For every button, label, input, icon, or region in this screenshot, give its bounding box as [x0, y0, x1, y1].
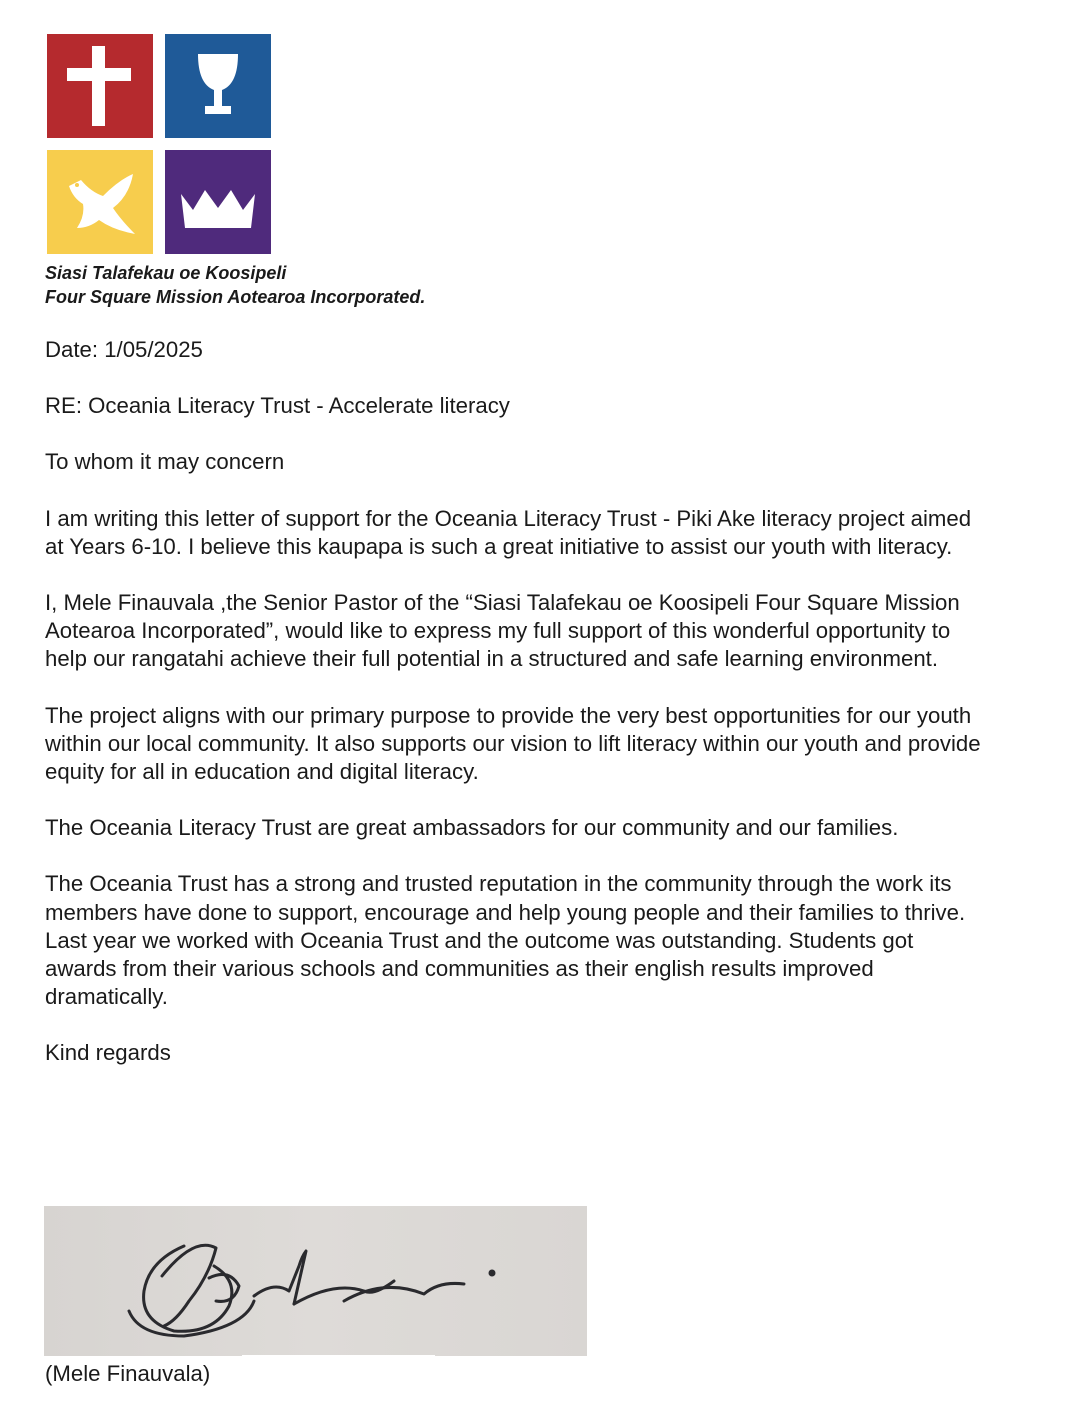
chalice-icon: [165, 34, 271, 138]
letter-body: [45, 336, 985, 1096]
letter-salutation: To whom it may concern: [45, 449, 285, 475]
signature-image: [44, 1206, 587, 1356]
paragraph-ambassadors: The Oceania Literacy Trust are great ambassadors for our community and our families.: [45, 815, 899, 841]
letter-subject: RE: Oceania Literacy Trust - Accelerate literacy: [45, 393, 510, 419]
letter-date: Date: 1/05/2025: [45, 337, 203, 362]
dove-icon: [47, 150, 153, 254]
organization-name: [45, 261, 425, 309]
signature-mask: [242, 1355, 435, 1361]
crown-icon: [165, 150, 271, 254]
paragraph-support: I am writing this letter of support for the Oceania Literacy Trust - Piki Ake literacy project aimed at Years 6-10. I believe this kaupapa is such a great initiative to assist our youth with literacy.: [45, 505, 972, 559]
letter-closing: Kind regards: [45, 1040, 171, 1066]
cross-icon: [47, 34, 153, 138]
paragraph-outcome: Last year we worked with Oceania Trust and the outcome was outstanding. Students got awards from their various schools and communities as their english results improved dramatically.: [45, 927, 914, 1010]
organization-name-line2: Four Square Mission Aotearoa Incorporated.: [45, 287, 426, 307]
paragraph-pastor: I, Mele Finauvala ,the Senior Pastor of the “Siasi Talafekau oe Koosipeli Four Square Mission Aotearoa Incorporated”, would like to express my full support of this wonderful opportunity to help our rangatahi achieve their full potential in a structured and safe learning environment.: [45, 590, 960, 672]
signatory-name: (Mele Finauvala): [45, 1361, 211, 1386]
paragraph-purpose: The project aligns with our primary purpose to provide the very best opportunities for our youth within our local community. It also supports our vision to lift literacy within our youth and provide equity for all in education and digital literacy.: [45, 702, 981, 785]
organization-logo: [47, 34, 271, 256]
organization-name-line1: Siasi Talafekau oe Koosipeli: [45, 263, 287, 283]
paragraph-reputation: The Oceania Trust has a strong and trusted reputation in the community through the work its members have done to support, encourage and help young people and their families to thrive.: [45, 871, 966, 925]
